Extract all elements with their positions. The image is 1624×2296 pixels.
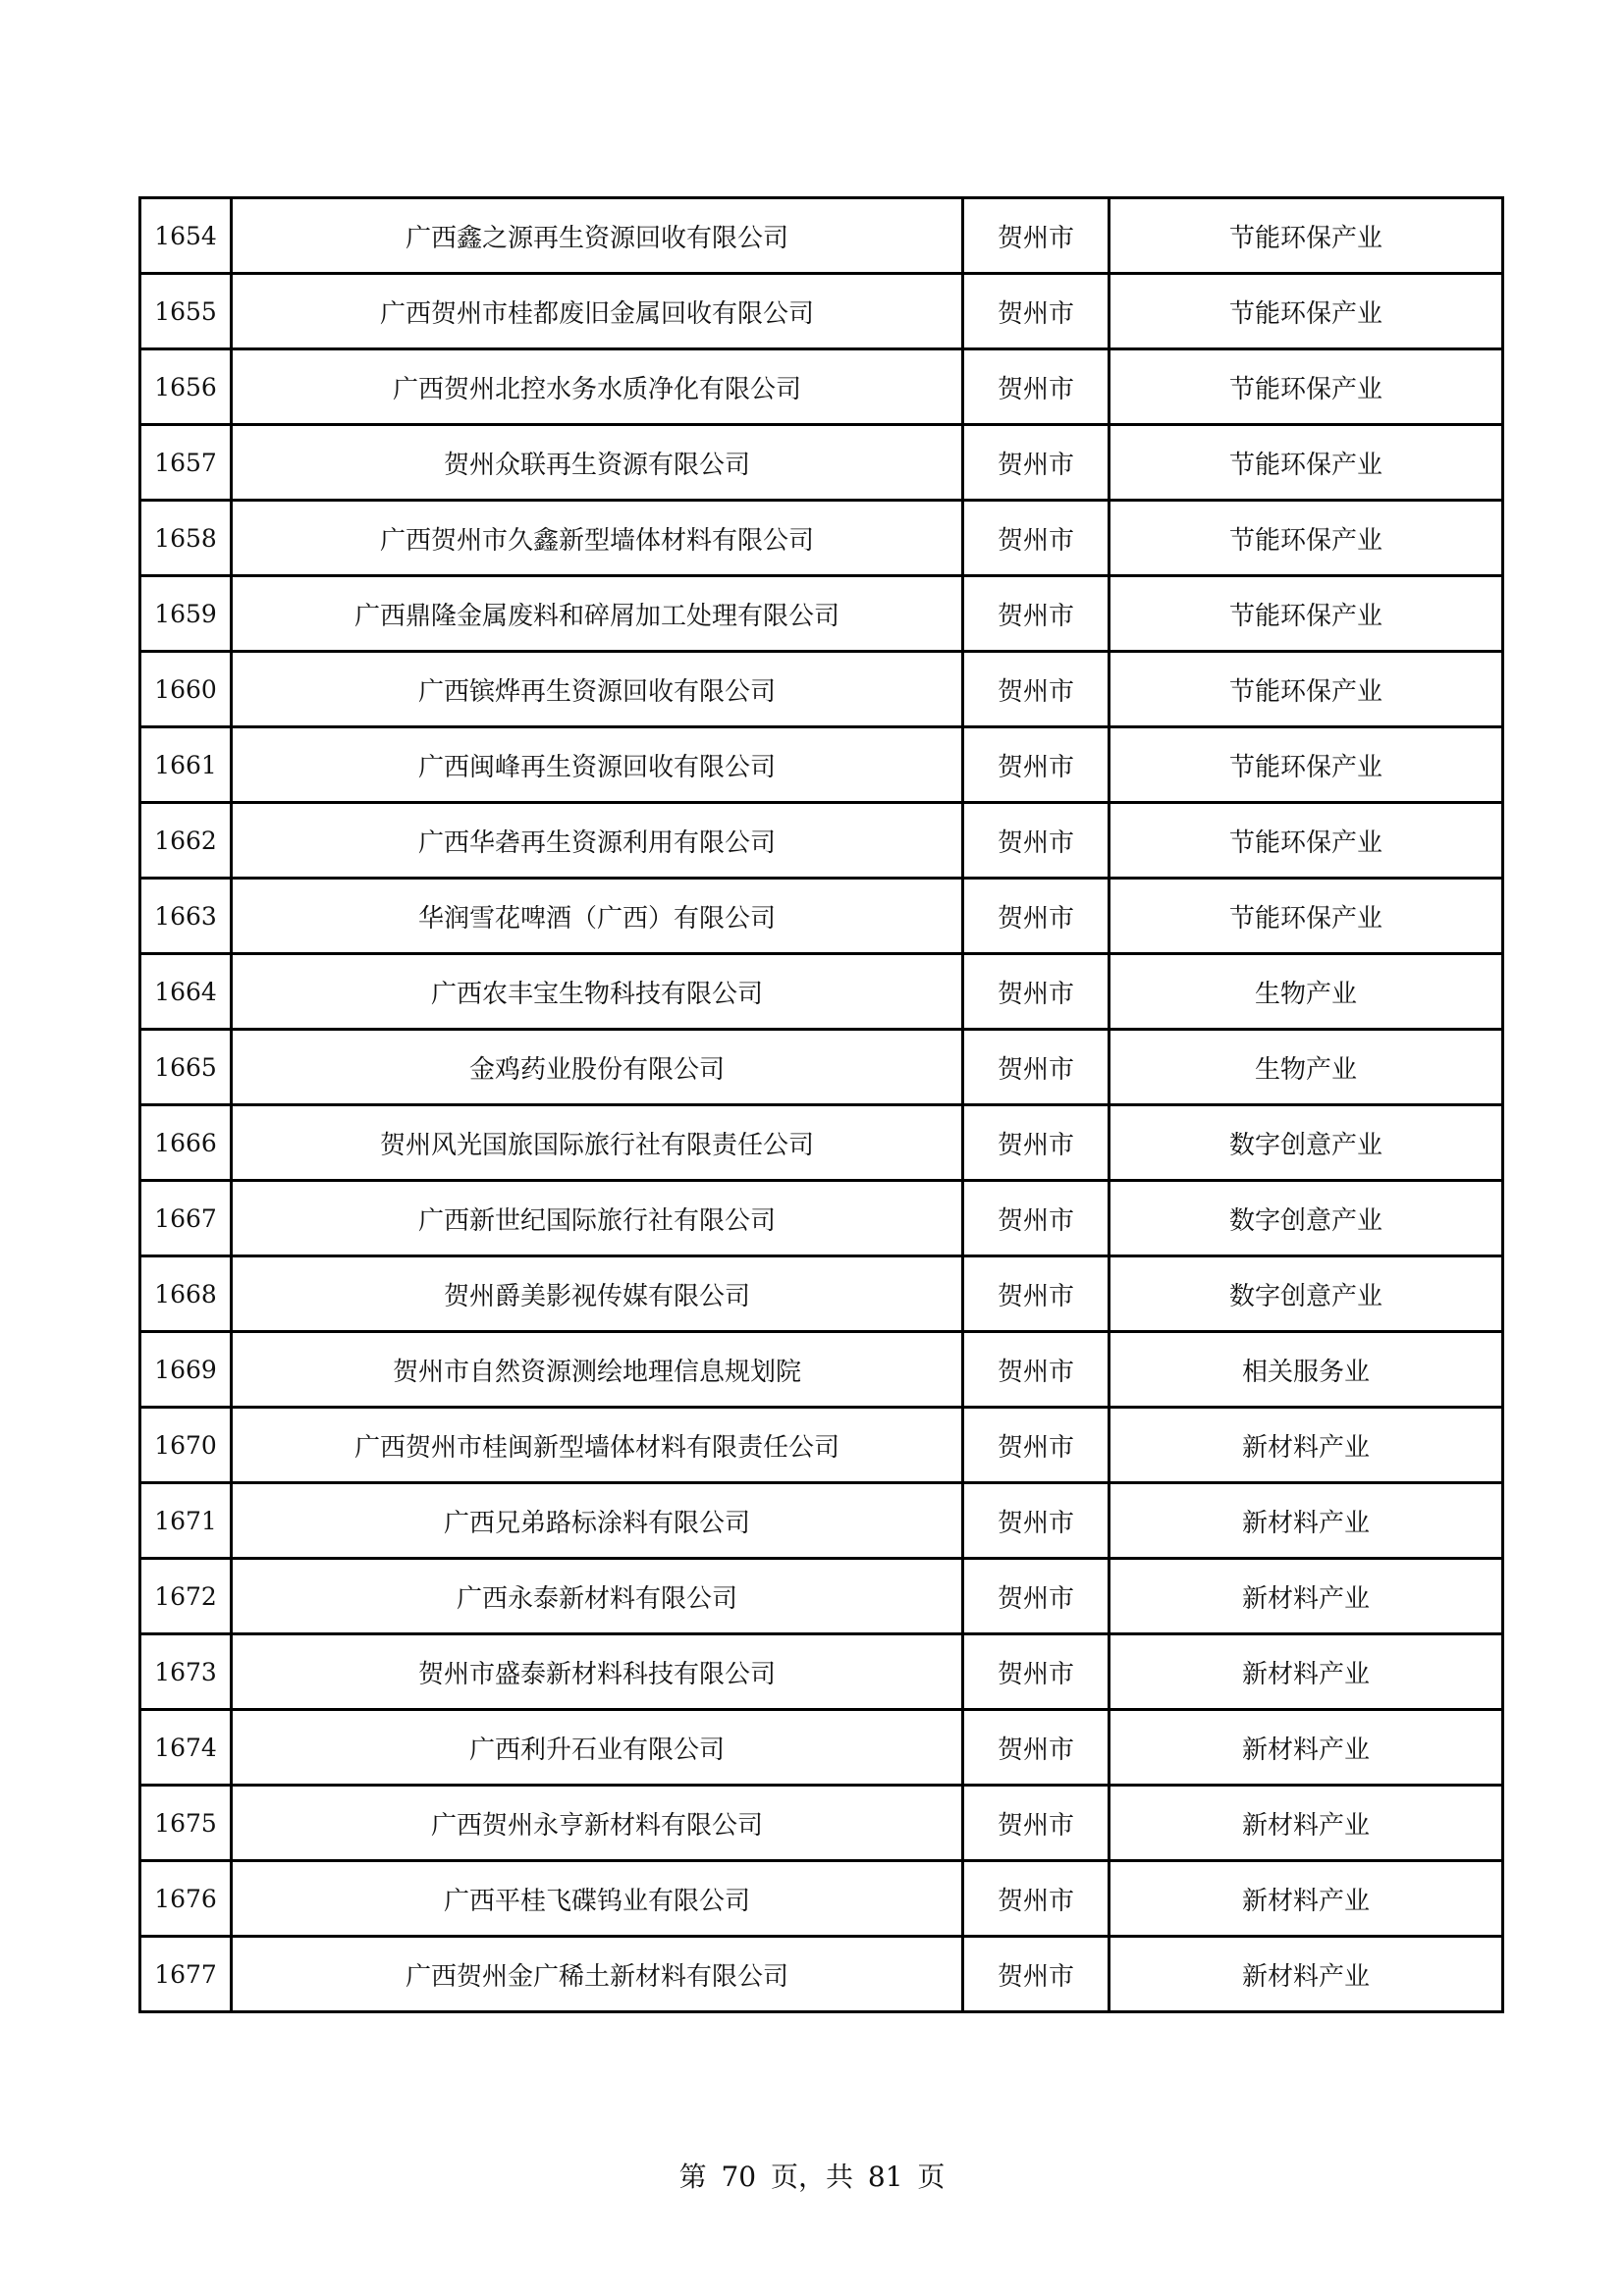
table-row (140, 1332, 1503, 1408)
industry: 节能环保产业 (1110, 274, 1503, 349)
industry: 生物产业 (1110, 954, 1503, 1030)
table-row (140, 879, 1503, 954)
row-number: 1662 (140, 803, 232, 879)
industry: 节能环保产业 (1110, 879, 1503, 954)
city: 贺州市 (963, 652, 1110, 727)
table-row (140, 727, 1503, 803)
company-name: 广西贺州市桂闽新型墙体材料有限责任公司 (232, 1408, 963, 1483)
table-row (140, 1181, 1503, 1256)
row-number: 1669 (140, 1332, 232, 1408)
table-row (140, 1559, 1503, 1634)
city: 贺州市 (963, 1256, 1110, 1332)
row-number: 1676 (140, 1861, 232, 1937)
city: 贺州市 (963, 1786, 1110, 1861)
company-name: 广西利升石业有限公司 (232, 1710, 963, 1786)
row-number: 1674 (140, 1710, 232, 1786)
row-number: 1664 (140, 954, 232, 1030)
industry: 数字创意产业 (1110, 1256, 1503, 1332)
row-number: 1672 (140, 1559, 232, 1634)
company-name: 广西平桂飞碟钨业有限公司 (232, 1861, 963, 1937)
row-number: 1667 (140, 1181, 232, 1256)
table-row (140, 1408, 1503, 1483)
row-number: 1665 (140, 1030, 232, 1105)
table-row (140, 803, 1503, 879)
city: 贺州市 (963, 1710, 1110, 1786)
city: 贺州市 (963, 349, 1110, 425)
company-name: 广西鑫之源再生资源回收有限公司 (232, 198, 963, 274)
table-row (140, 425, 1503, 501)
company-name: 广西贺州永亨新材料有限公司 (232, 1786, 963, 1861)
table-row (140, 576, 1503, 652)
city: 贺州市 (963, 425, 1110, 501)
table-row (140, 1710, 1503, 1786)
company-name: 贺州市盛泰新材料科技有限公司 (232, 1634, 963, 1710)
city: 贺州市 (963, 274, 1110, 349)
company-name: 广西农丰宝生物科技有限公司 (232, 954, 963, 1030)
row-number: 1663 (140, 879, 232, 954)
table-row (140, 501, 1503, 576)
table-row (140, 1030, 1503, 1105)
table-row (140, 954, 1503, 1030)
table-row (140, 652, 1503, 727)
city: 贺州市 (963, 1105, 1110, 1181)
industry: 新材料产业 (1110, 1937, 1503, 2012)
industry: 新材料产业 (1110, 1786, 1503, 1861)
row-number: 1655 (140, 274, 232, 349)
industry: 新材料产业 (1110, 1634, 1503, 1710)
city: 贺州市 (963, 1181, 1110, 1256)
industry: 新材料产业 (1110, 1483, 1503, 1559)
table-row (140, 198, 1503, 274)
table-row (140, 349, 1503, 425)
city: 贺州市 (963, 1634, 1110, 1710)
table-row (140, 1483, 1503, 1559)
company-table (138, 196, 1504, 2013)
company-name: 广西鼎隆金属废料和碎屑加工处理有限公司 (232, 576, 963, 652)
city: 贺州市 (963, 1030, 1110, 1105)
city: 贺州市 (963, 879, 1110, 954)
city: 贺州市 (963, 727, 1110, 803)
city: 贺州市 (963, 198, 1110, 274)
company-name: 广西永泰新材料有限公司 (232, 1559, 963, 1634)
company-name: 广西兄弟路标涂料有限公司 (232, 1483, 963, 1559)
industry: 节能环保产业 (1110, 425, 1503, 501)
industry: 节能环保产业 (1110, 501, 1503, 576)
industry: 节能环保产业 (1110, 803, 1503, 879)
company-name: 华润雪花啤酒（广西）有限公司 (232, 879, 963, 954)
industry: 相关服务业 (1110, 1332, 1503, 1408)
industry: 节能环保产业 (1110, 198, 1503, 274)
company-name: 贺州众联再生资源有限公司 (232, 425, 963, 501)
city: 贺州市 (963, 803, 1110, 879)
company-name: 广西贺州金广稀土新材料有限公司 (232, 1937, 963, 2012)
row-number: 1661 (140, 727, 232, 803)
row-number: 1658 (140, 501, 232, 576)
table-row (140, 1937, 1503, 2012)
industry: 节能环保产业 (1110, 349, 1503, 425)
company-name: 广西新世纪国际旅行社有限公司 (232, 1181, 963, 1256)
company-name: 贺州市自然资源测绘地理信息规划院 (232, 1332, 963, 1408)
table-row (140, 1634, 1503, 1710)
row-number: 1673 (140, 1634, 232, 1710)
industry: 新材料产业 (1110, 1861, 1503, 1937)
city: 贺州市 (963, 501, 1110, 576)
company-name: 广西贺州北控水务水质净化有限公司 (232, 349, 963, 425)
city: 贺州市 (963, 1861, 1110, 1937)
company-name: 广西贺州市桂都废旧金属回收有限公司 (232, 274, 963, 349)
industry: 数字创意产业 (1110, 1181, 1503, 1256)
row-number: 1677 (140, 1937, 232, 2012)
company-name: 广西闽峰再生资源回收有限公司 (232, 727, 963, 803)
industry: 节能环保产业 (1110, 652, 1503, 727)
table-row (140, 1256, 1503, 1332)
city: 贺州市 (963, 1937, 1110, 2012)
row-number: 1666 (140, 1105, 232, 1181)
city: 贺州市 (963, 1559, 1110, 1634)
company-name: 广西贺州市久鑫新型墙体材料有限公司 (232, 501, 963, 576)
company-name: 金鸡药业股份有限公司 (232, 1030, 963, 1105)
industry: 生物产业 (1110, 1030, 1503, 1105)
table-row (140, 1786, 1503, 1861)
row-number: 1670 (140, 1408, 232, 1483)
table-row (140, 1105, 1503, 1181)
industry: 数字创意产业 (1110, 1105, 1503, 1181)
city: 贺州市 (963, 1332, 1110, 1408)
industry: 节能环保产业 (1110, 576, 1503, 652)
page-footer: 第 70 页，共 81 页 (678, 2161, 946, 2193)
industry: 新材料产业 (1110, 1559, 1503, 1634)
row-number: 1671 (140, 1483, 232, 1559)
table-row (140, 274, 1503, 349)
company-name: 贺州爵美影视传媒有限公司 (232, 1256, 963, 1332)
industry: 节能环保产业 (1110, 727, 1503, 803)
table-row (140, 1861, 1503, 1937)
company-name: 广西华砻再生资源利用有限公司 (232, 803, 963, 879)
industry: 新材料产业 (1110, 1710, 1503, 1786)
row-number: 1657 (140, 425, 232, 501)
row-number: 1654 (140, 198, 232, 274)
company-name: 贺州风光国旅国际旅行社有限责任公司 (232, 1105, 963, 1181)
row-number: 1675 (140, 1786, 232, 1861)
row-number: 1660 (140, 652, 232, 727)
row-number: 1668 (140, 1256, 232, 1332)
row-number: 1656 (140, 349, 232, 425)
industry: 新材料产业 (1110, 1408, 1503, 1483)
city: 贺州市 (963, 1483, 1110, 1559)
city: 贺州市 (963, 576, 1110, 652)
city: 贺州市 (963, 954, 1110, 1030)
row-number: 1659 (140, 576, 232, 652)
company-name: 广西镔烨再生资源回收有限公司 (232, 652, 963, 727)
city: 贺州市 (963, 1408, 1110, 1483)
